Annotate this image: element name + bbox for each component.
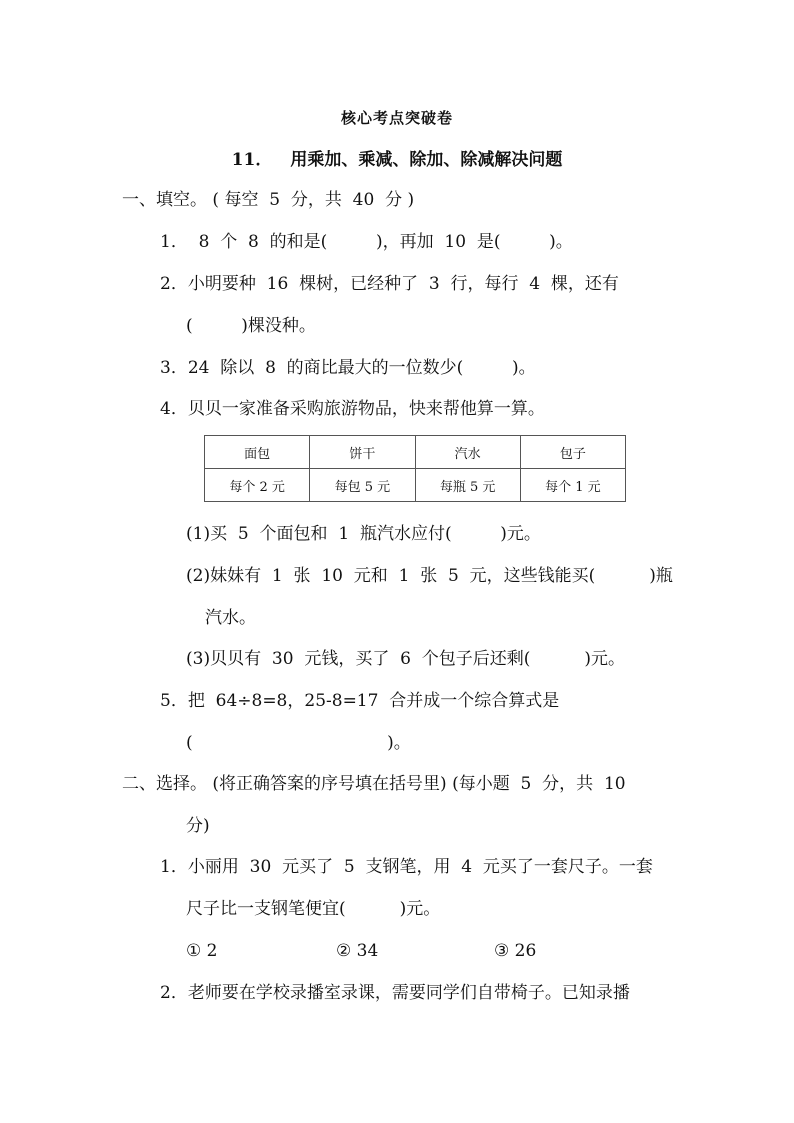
- section2-heading-cont: 分): [186, 816, 210, 836]
- exam-subtitle: 核心考点突破卷: [340, 109, 453, 127]
- option-1: ① 2: [186, 941, 218, 961]
- table-header-cell: 饼干: [310, 436, 415, 469]
- exam-title: [0, 149, 794, 171]
- unit-title: 用乘加、乘减、除加、除减解决问题: [290, 150, 563, 170]
- table-cell: 每瓶 5 元: [415, 469, 520, 502]
- question-2-1-cont: 尺子比一支钢笔便宜( )元。: [186, 899, 441, 919]
- price-table: [204, 435, 626, 502]
- table-row: [205, 469, 626, 502]
- table-header-cell: 汽水: [415, 436, 520, 469]
- option-3: ③ 26: [494, 941, 537, 961]
- table-row: [205, 436, 626, 469]
- unit-number: 11．: [231, 150, 273, 170]
- table-header-cell: 包子: [520, 436, 625, 469]
- question-2-1: 1．小丽用 30 元买了 5 支钢笔，用 4 元买了一套尺子。一套: [160, 857, 653, 877]
- question-1-4-2-cont: 汽水。: [205, 608, 256, 628]
- table-cell: 每个 2 元: [205, 469, 310, 502]
- option-2: ② 34: [336, 941, 379, 961]
- question-1-4-2: (2)妹妹有 1 张 10 元和 1 张 5 元，这些钱能买( )瓶: [186, 566, 673, 586]
- question-1-4-3: (3)贝贝有 30 元钱，买了 6 个包子后还剩( )元。: [186, 649, 626, 669]
- table-cell: 每包 5 元: [310, 469, 415, 502]
- question-1-2: 2．小明要种 16 棵树，已经种了 3 行，每行 4 棵，还有: [160, 274, 619, 294]
- question-1-5: 5．把 64÷8=8，25-8=17 合并成一个综合算式是: [160, 691, 560, 711]
- section2-heading: 二、选择。 (将正确答案的序号填在括号里) (每小题 5 分，共 10: [122, 774, 626, 794]
- question-1-5-answer: ( )。: [186, 733, 411, 753]
- question-2-2: 2．老师要在学校录播室录课，需要同学们自带椅子。已知录播: [160, 983, 630, 1003]
- table-header-cell: 面包: [205, 436, 310, 469]
- section1-heading: 一、填空。 ( 每空 5 分，共 40 分 ): [122, 190, 415, 210]
- question-1-4: 4．贝贝一家准备采购旅游物品，快来帮他算一算。: [160, 399, 545, 419]
- question-1-1: 1． 8 个 8 的和是( )，再加 10 是( )。: [160, 232, 573, 252]
- question-1-4-1: (1)买 5 个面包和 1 瓶汽水应付( )元。: [186, 524, 541, 544]
- question-1-2-cont: ( )棵没种。: [186, 316, 316, 336]
- table-cell: 每个 1 元: [520, 469, 625, 502]
- question-1-3: 3．24 除以 8 的商比最大的一位数少( )。: [160, 358, 536, 378]
